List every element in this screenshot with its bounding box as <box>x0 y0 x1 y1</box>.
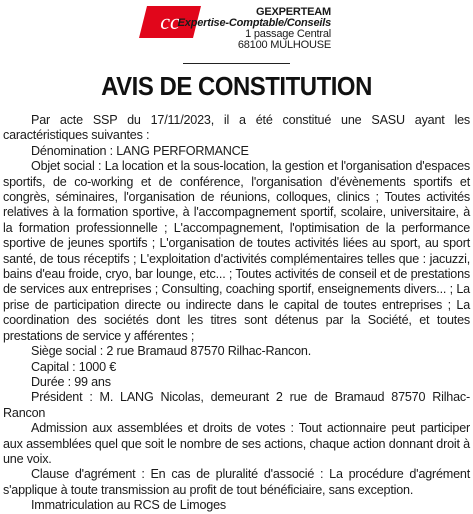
company-address-line1: 1 passage Central <box>245 28 331 40</box>
paragraph-duree: Durée : 99 ans <box>31 374 111 389</box>
company-block <box>178 7 331 51</box>
paragraph-immatriculation: Immatriculation au RCS de Limoges <box>31 498 226 513</box>
header <box>0 0 473 80</box>
paragraph-denomination: Dénomination : LANG PERFORMANCE <box>31 143 249 158</box>
paragraph-objet-social: Objet social : La location et la sous-location, la gestion et l'organisation d'espaces sportifs, de co-working et de conférence, l'organisation d'évènements sportifs et congrès, séminaires, l'organisation de réunions, colloques, clinics ; Toutes activités relatives à la formation sportive, à l'accompagnement sportif, scolaire, universitaire, à la formation professionnelle ; L'accompagnement, l'optimisation de la performance sportive de jeunes sportifs ; L'organisation de toutes activités liées au sport, au sport santé, de tous réceptifs ; L'exploitation d'activités complémentaires telles que : jacuzzi, bains d'eau froide, cryo, bar lounge, etc... ; Toutes activités de conseil et de prestations de services aux entreprises ; Consulting, coaching sportif, enseignements divers... ; La prise de participation directe ou indirecte dans le capital de toutes entreprises ; La coordination des sociétés dont les titres sont détenus par la Société, et toutes prestations de service y afférentes ; <box>3 159 470 343</box>
paragraph-capital: Capital : 1000 € <box>31 359 117 374</box>
notice-body <box>3 113 470 514</box>
paragraph-clause-agrement: Clause d'agrément : En cas de pluralité d'associé : La procédure d'agrément s'applique à toute transmission au profit de tout bénéficiaire, sans exception. <box>3 467 470 497</box>
notice-title: AVIS DE CONSTITUTION <box>101 71 372 101</box>
logo-letters: cc <box>160 9 180 34</box>
paragraph-president: Président : M. LANG Nicolas, demeurant 2 rue de Bramaud 87570 Rilhac-Rancon <box>3 390 470 420</box>
company-tagline: Expertise-Comptable/Conseils <box>177 17 331 29</box>
paragraph-siege-social: Siège social : 2 rue Bramaud 87570 Rilhac-Rancon. <box>31 344 312 359</box>
header-rule <box>183 63 290 64</box>
paragraph-admission: Admission aux assemblées et droits de votes : Tout actionnaire peut participer aux assemblées quel que soit le nombre de ses actions, chaque action donnant droit à une voix. <box>3 421 470 466</box>
company-address-line2: 68100 MULHOUSE <box>237 39 331 51</box>
paragraph-intro: Par acte SSP du 17/11/2023, il a été constitué une SASU ayant les caractéristiques suivantes : <box>3 113 470 143</box>
company-name: GEXPERTEAM <box>255 6 331 18</box>
